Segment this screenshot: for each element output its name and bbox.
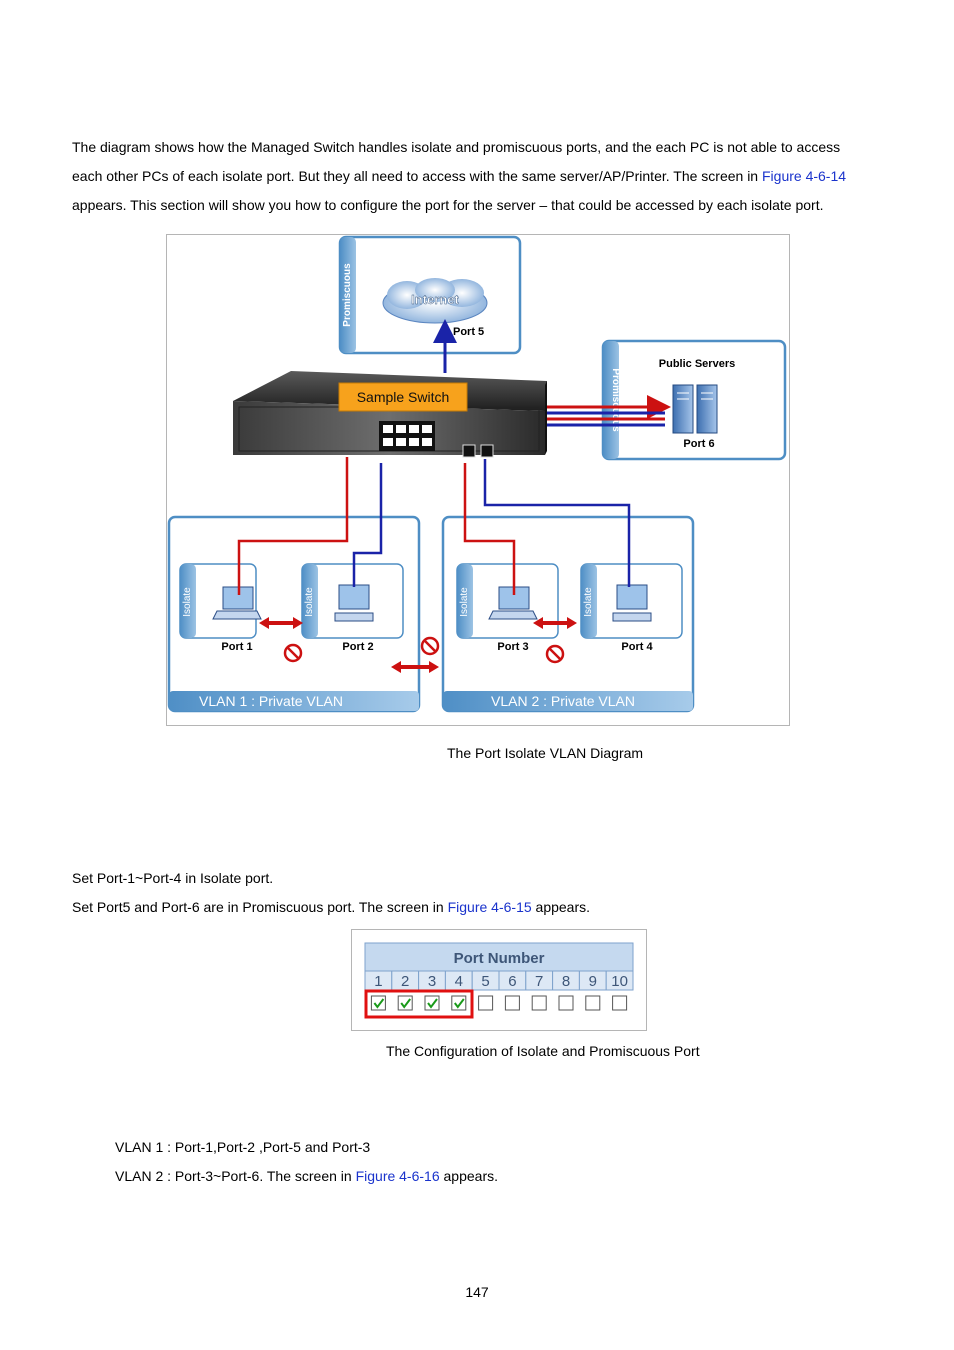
port2-label: Port 2: [342, 641, 374, 653]
port6-label: Port 6: [683, 438, 715, 450]
port-3-checkbox[interactable]: [425, 996, 439, 1010]
port-number-label: 3: [427, 973, 437, 990]
step-promiscuous-suffix: appears.: [531, 899, 591, 915]
internet-label: Internet: [411, 292, 459, 307]
vlan2-membership-text: VLAN 2 : Port-3~Port-6. The screen in: [115, 1168, 356, 1184]
isolate-tab-port1: Isolate: [182, 587, 193, 617]
vlan2-membership: [115, 1162, 930, 1191]
figure-caption-1: The Port Isolate VLAN Diagram: [447, 745, 644, 761]
isolate-tab-port3: Isolate: [459, 587, 470, 617]
port-number-header-label: Port Number: [453, 950, 545, 967]
vlan1-membership: VLAN 1 : Port-1,Port-2 ,Port-5 and Port-3: [115, 1139, 371, 1155]
port-number-label: 10: [611, 973, 628, 990]
step-promiscuous: [72, 893, 887, 922]
figure-caption-2: The Configuration of Isolate and Promiscuous Port: [386, 1043, 700, 1059]
port-2-checkbox[interactable]: [398, 996, 412, 1010]
port-number-label: 9: [588, 973, 597, 990]
port5-label: Port 5: [453, 326, 485, 338]
internet-panel: [340, 237, 520, 353]
port-number-label: 7: [535, 973, 544, 990]
intro-line-2: [72, 162, 887, 191]
isolate-tab-port4: Isolate: [583, 587, 594, 617]
step-isolate: Set Port-1~Port-4 in Isolate port.: [72, 870, 274, 886]
figure-4-6-16-link[interactable]: Figure 4-6-16: [355, 1168, 440, 1184]
promiscuous-tab-label-top: Promiscuous: [342, 263, 353, 327]
port-number-label: 8: [561, 973, 571, 990]
port-number-label: 4: [454, 973, 463, 990]
prohibited-icon: [422, 638, 438, 654]
figure-4-6-14-link[interactable]: Figure 4-6-14: [762, 168, 847, 184]
switch-label: Sample Switch: [356, 389, 450, 405]
port-9-checkbox[interactable]: [586, 996, 600, 1010]
port-number-label: 2: [401, 973, 410, 990]
vlan1-label: VLAN 1 : Private VLAN: [199, 693, 343, 709]
port-isolate-vlan-diagram: [166, 234, 790, 726]
port-6-checkbox[interactable]: [505, 996, 519, 1010]
port-number-label: 6: [508, 973, 517, 990]
port-1-checkbox[interactable]: [371, 996, 385, 1010]
vlan2-membership-suffix: appears.: [439, 1168, 498, 1184]
port1-label: Port 1: [221, 641, 253, 653]
public-servers-label: Public Servers: [658, 358, 736, 370]
port-number-label: 5: [481, 973, 490, 990]
step-promiscuous-text: Set Port5 and Port-6 are in Promiscuous port. The screen in: [72, 899, 448, 915]
port3-label: Port 3: [497, 641, 529, 653]
port-4-checkbox[interactable]: [452, 996, 466, 1010]
intro-line-2-text: each other PCs of each isolate port. But they all need to access with the same server/AP/Printer. The screen in: [72, 168, 762, 184]
isolate-tab-port2: Isolate: [304, 587, 315, 617]
port-5-checkbox[interactable]: [479, 996, 493, 1010]
intro-line-3: appears. This section will show you how to configure the port for the server – that could be accessed by each isolate port.: [72, 197, 824, 213]
port-10-checkbox[interactable]: [613, 996, 627, 1010]
desktop-pc-icon: [335, 585, 373, 621]
port-number-config-figure: [351, 929, 647, 1031]
promiscuous-tab-label-right: Promiscuous: [610, 368, 621, 432]
port-7-checkbox[interactable]: [532, 996, 546, 1010]
desktop-pc-icon: [613, 585, 651, 621]
port4-label: Port 4: [621, 641, 653, 653]
vlan2-panel: [443, 517, 693, 711]
port-8-checkbox[interactable]: [559, 996, 573, 1010]
figure-4-6-15-link[interactable]: Figure 4-6-15: [447, 899, 532, 915]
port-number-label: 1: [374, 973, 383, 990]
vlan2-label: VLAN 2 : Private VLAN: [491, 693, 635, 709]
intro-line-1: The diagram shows how the Managed Switch handles isolate and promiscuous ports, and the each PC is not able to access: [72, 139, 841, 155]
public-servers-panel: [603, 341, 785, 459]
page-number: 147: [465, 1284, 489, 1300]
